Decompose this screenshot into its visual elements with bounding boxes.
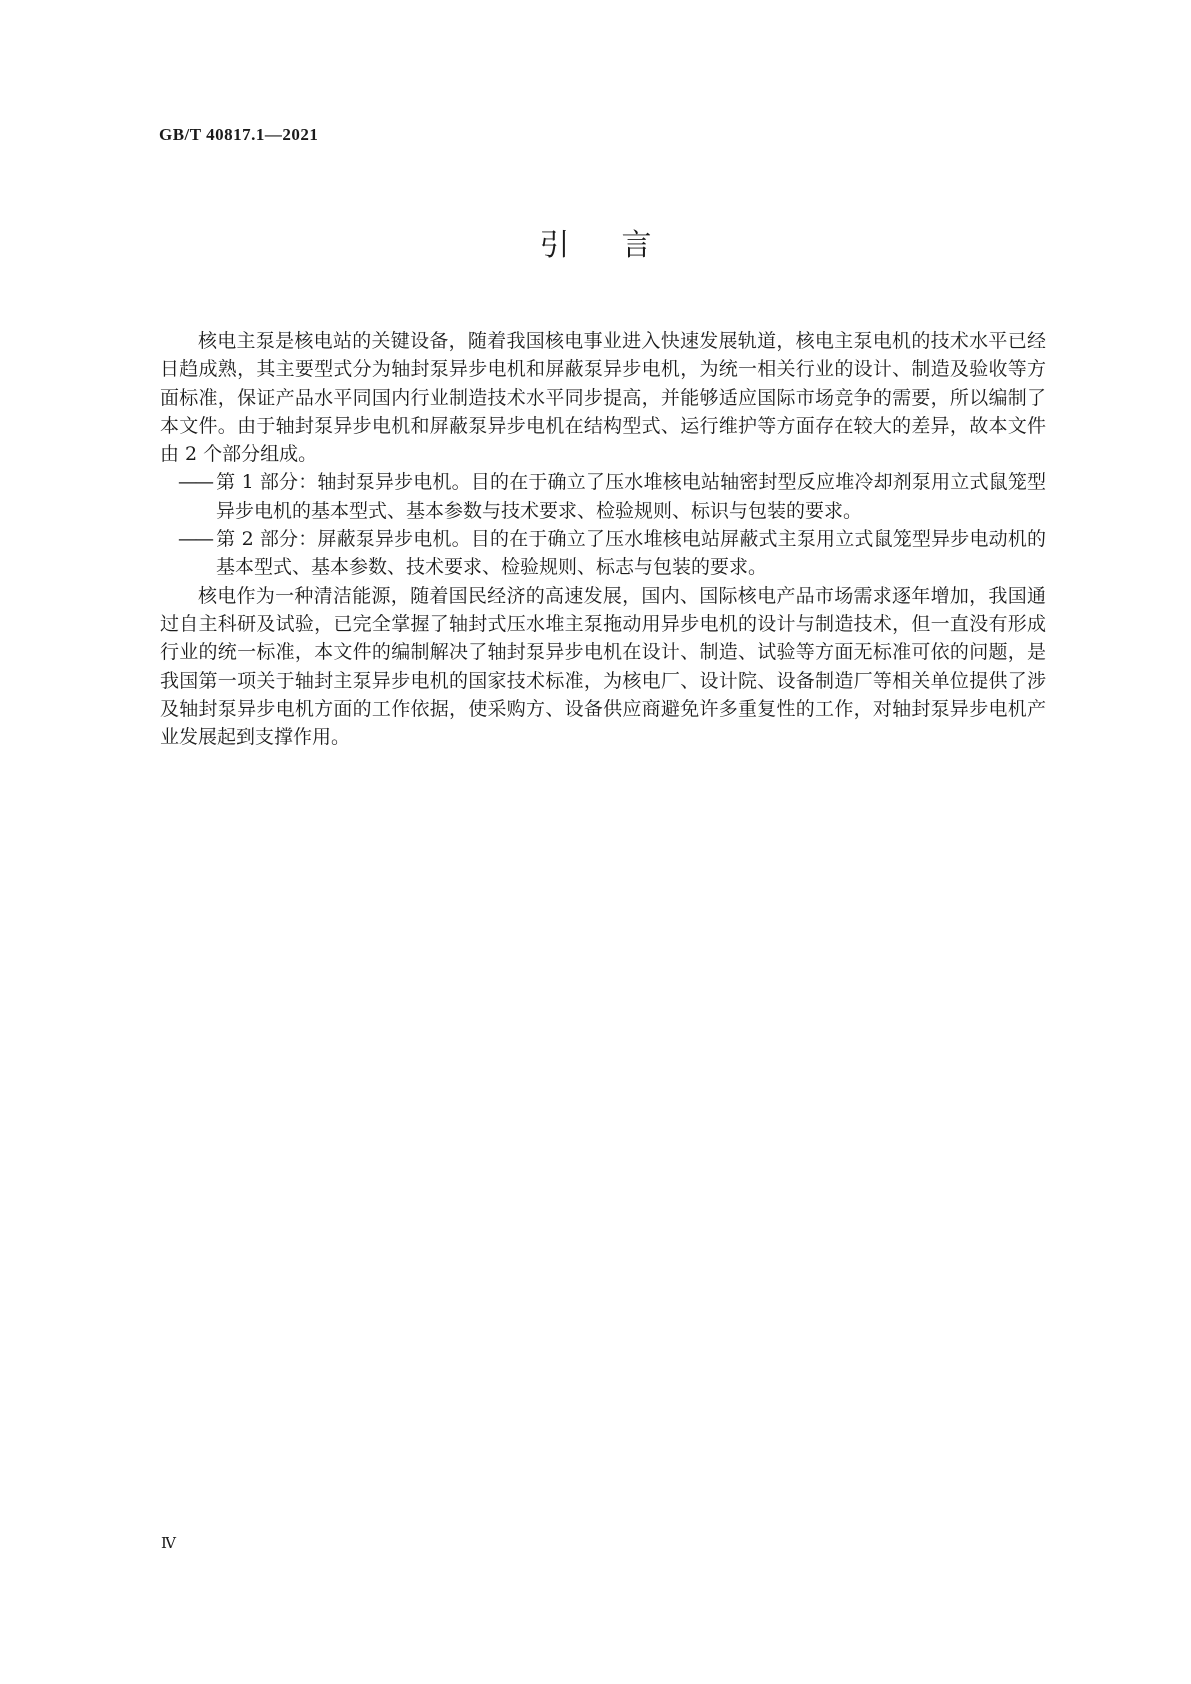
closing-paragraph: 核电作为一种清洁能源，随着国民经济的高速发展，国内、国际核电产品市场需求逐年增加，我国通过自主科研及试验，已完全掌握了轴封式压水堆主泵拖动用异步电机的设计与制造技术，但一直没有形成行业的统一标准，本文件的编制解决了轴封泵异步电机在设计、制造、试验等方面无标准可依的问题，是我国第一项关于轴封主泵异步电机的国家技术标准，为核电厂、设计院、设备制造厂等相关单位提供了涉及轴封泵异步电机方面的工作依据，使采购方、设备供应商避免许多重复性的工作，对轴封泵异步电机产业发展起到支撑作用。 <box>160 584 1046 749</box>
page-title: 引言 <box>539 228 704 263</box>
page-number: Ⅳ <box>161 1536 176 1552</box>
standard-code: GB/T 40817.1—2021 <box>159 125 319 144</box>
list-item-text: 第 2 部分：屏蔽泵异步电机。目的在于确立了压水堆核电站屏蔽式主泵用立式鼠笼型异步电动机的基本型式、基本参数、技术要求、检验规则、标志与包装的要求。 <box>216 528 1046 579</box>
intro-paragraph: 核电主泵是核电站的关键设备，随着我国核电事业进入快速发展轨道，核电主泵电机的技术水平已经日趋成熟，其主要型式分为轴封泵异步电机和屏蔽泵异步电机，为统一相关行业的设计、制造及验收等方面标准，保证产品水平同国内行业制造技术水平同步提高，并能够适应国际市场竞争的需要，所以编制了本文件。由于轴封泵异步电机和屏蔽泵异步电机在结构型式、运行维护等方面存在较大的差异，故本文件由 2 个部分组成。 <box>160 330 1046 466</box>
list-dash: —— <box>178 528 212 551</box>
document-body <box>160 327 1046 751</box>
list-item <box>160 468 1046 525</box>
list-item <box>160 525 1046 582</box>
list-item-text: 第 1 部分：轴封泵异步电机。目的在于确立了压水堆核电站轴密封型反应堆冷却剂泵用立式鼠笼型异步电机的基本型式、基本参数与技术要求、检验规则、标识与包装的要求。 <box>216 471 1046 522</box>
list-dash: —— <box>178 471 212 494</box>
